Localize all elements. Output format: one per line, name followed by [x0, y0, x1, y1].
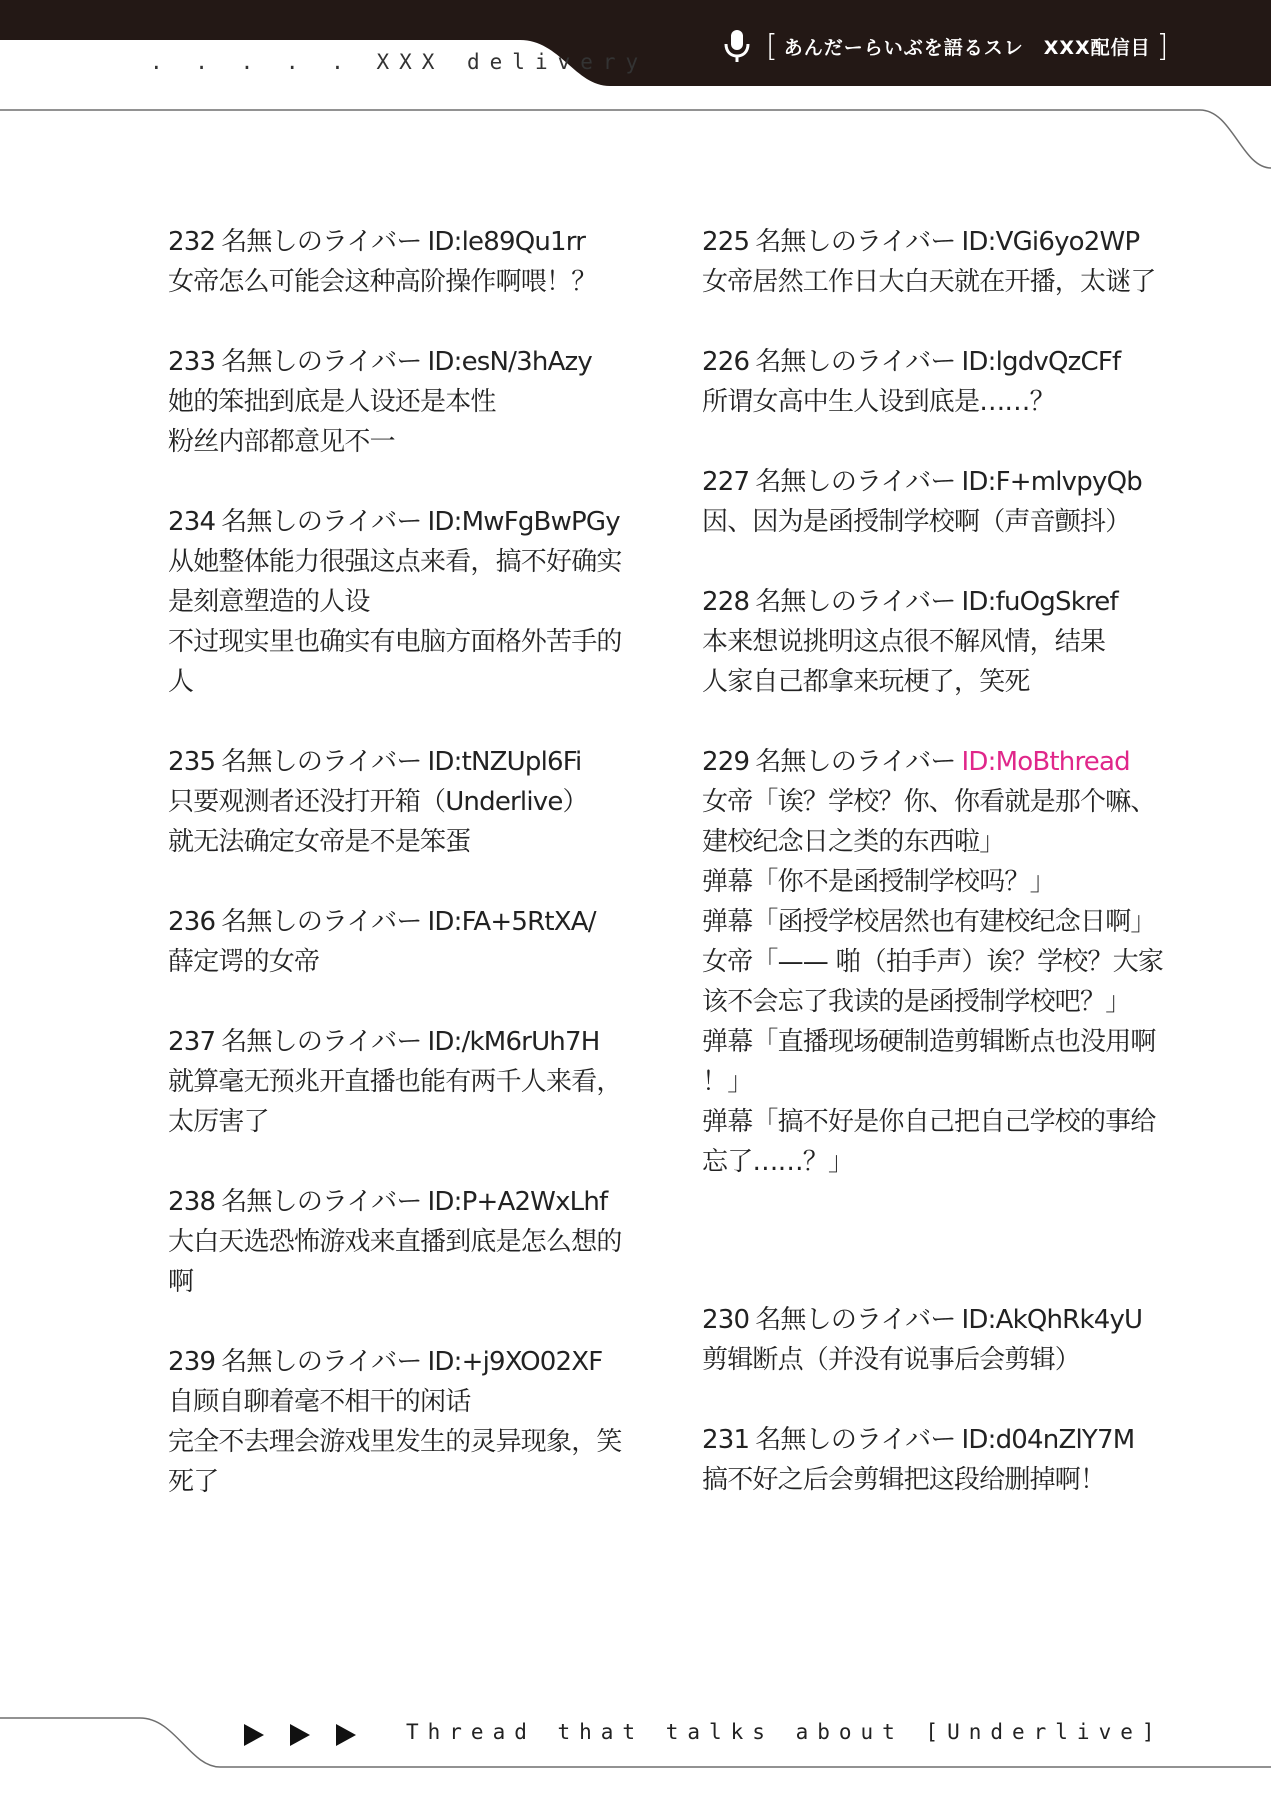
- thread-post: [702, 342, 1202, 422]
- poster-id: ID:+j9XO02XF: [427, 1347, 603, 1377]
- post-text-line: 大白天选恐怖游戏来直播到底是怎么想的: [168, 1227, 622, 1257]
- title-bracket-close: ]: [1156, 28, 1169, 64]
- poster-name: 名無しのライバー: [221, 1187, 422, 1217]
- post-number: 232: [168, 227, 216, 257]
- post-text-line: 女帝居然工作日大白天就在开播，太谜了: [702, 267, 1156, 297]
- post-header: [702, 462, 1202, 502]
- post-text-line: 不过现实里也确实有电脑方面格外苦手的: [168, 627, 622, 657]
- microphone-icon: [722, 28, 752, 64]
- poster-id: ID:le89Qu1rr: [427, 227, 586, 257]
- post-text-line: 是刻意塑造的人设: [168, 587, 370, 617]
- post-text-line: 完全不去理会游戏里发生的灵异现象，笑: [168, 1427, 622, 1457]
- post-header: [168, 222, 648, 262]
- post-text-line: 自顾自聊着毫不相干的闲话: [168, 1387, 471, 1417]
- post-text-line: 就算毫无预兆开直播也能有两千人来看，: [168, 1067, 622, 1097]
- post-text-line: 只要观测者还没打开箱（Underlive）: [168, 787, 588, 817]
- post-text-line: 弹幕「你不是函授制学校吗？」: [702, 867, 1055, 897]
- post-text-line: 弹幕「函授学校居然也有建校纪念日啊」: [702, 907, 1156, 937]
- play-arrow-icon: [290, 1724, 310, 1746]
- play-arrow-icon: [244, 1724, 264, 1746]
- poster-name: 名無しのライバー: [221, 907, 422, 937]
- thread-post: [702, 462, 1202, 542]
- post-text-line: 粉丝内部都意见不一: [168, 427, 395, 457]
- play-arrow-icon: [336, 1724, 356, 1746]
- poster-id: ID:esN/3hAzy: [427, 347, 592, 377]
- poster-name: 名無しのライバー: [755, 467, 956, 497]
- poster-id: ID:F+mlvpyQb: [961, 467, 1142, 497]
- thread-post: [702, 1300, 1202, 1380]
- post-number: 235: [168, 747, 216, 777]
- post-header: [702, 1300, 1202, 1340]
- poster-name: 名無しのライバー: [755, 347, 956, 377]
- poster-id: ID:MwFgBwPGy: [427, 507, 620, 537]
- post-text-line: 啊: [168, 1267, 194, 1297]
- thread-post: [702, 742, 1202, 1182]
- poster-name: 名無しのライバー: [755, 1425, 956, 1455]
- poster-name: 名無しのライバー: [221, 1347, 422, 1377]
- post-header: [168, 1182, 648, 1222]
- post-text-line: 弹幕「搞不好是你自己把自己学校的事给: [702, 1107, 1156, 1137]
- post-text-line: 剪辑断点（并没有说事后会剪辑）: [702, 1345, 1081, 1375]
- post-header: [702, 1420, 1202, 1460]
- post-number: 237: [168, 1027, 216, 1057]
- post-text-line: 人家自己都拿来玩梗了，笑死: [702, 667, 1030, 697]
- header-rule: [0, 110, 1271, 168]
- post-header: [702, 742, 1202, 782]
- thread-post: [168, 1342, 648, 1502]
- post-header: [168, 502, 648, 542]
- footer-tagline: Thread that talks about [Underlive]: [406, 1720, 1164, 1744]
- poster-id: ID:/kM6rUh7H: [427, 1027, 600, 1057]
- post-number: 230: [702, 1305, 750, 1335]
- post-number: 239: [168, 1347, 216, 1377]
- post-text-line: 因、因为是函授制学校啊（声音颤抖）: [702, 507, 1131, 537]
- post-header: [168, 1342, 648, 1382]
- post-text-line: 所谓女高中生人设到底是……？: [702, 387, 1055, 417]
- post-text-line: 弹幕「直播现场硬制造剪辑断点也没用啊: [702, 1027, 1156, 1057]
- post-header: [702, 222, 1202, 262]
- post-text-line: 建校纪念日之类的东西啦」: [702, 827, 1005, 857]
- poster-name: 名無しのライバー: [221, 227, 422, 257]
- post-text-line: 死了: [168, 1467, 219, 1497]
- post-header: [168, 902, 648, 942]
- post-text-line: 搞不好之后会剪辑把这段给删掉啊！: [702, 1465, 1106, 1495]
- poster-id: ID:AkQhRk4yU: [961, 1305, 1143, 1335]
- thread-post: [702, 582, 1202, 702]
- post-text-line: 女帝「—— 啪（拍手声）诶？学校？大家: [702, 947, 1164, 977]
- post-number: 225: [702, 227, 750, 257]
- post-header: [702, 582, 1202, 622]
- post-text-line: 本来想说挑明这点很不解风情，结果: [702, 627, 1106, 657]
- post-text-line: ！」: [702, 1067, 753, 1097]
- post-header: [702, 342, 1202, 382]
- poster-id: ID:d04nZlY7M: [961, 1425, 1135, 1455]
- poster-name: 名無しのライバー: [221, 507, 422, 537]
- post-header: [168, 1022, 648, 1062]
- post-number: 228: [702, 587, 750, 617]
- thread-post: [702, 1420, 1202, 1500]
- poster-id: ID:P+A2WxLhf: [427, 1187, 608, 1217]
- left-column: [168, 222, 648, 1542]
- header-delivery-label: [150, 50, 648, 74]
- thread-post: [168, 502, 648, 702]
- post-text-line: 忘了……？」: [702, 1147, 854, 1177]
- poster-name: 名無しのライバー: [755, 227, 956, 257]
- thread-post: [702, 222, 1202, 302]
- poster-id: ID:VGi6yo2WP: [961, 227, 1140, 257]
- right-column: [702, 222, 1202, 1540]
- post-text-line: 人: [168, 667, 194, 697]
- thread-title: あんだーらいぶを語るスレ XXX配信目: [783, 36, 1151, 59]
- post-text-line: 女帝怎么可能会这种高阶操作啊喂！？: [168, 267, 597, 297]
- header-delivery-text: XXX delivery: [376, 50, 649, 74]
- thread-post: [168, 1022, 648, 1142]
- poster-id: ID:fuOgSkref: [961, 587, 1118, 617]
- title-bracket-open: [: [766, 28, 778, 64]
- poster-id: ID:FA+5RtXA/: [427, 907, 596, 937]
- poster-id: ID:tNZUpl6Fi: [427, 747, 582, 777]
- post-text-line: 薛定谔的女帝: [168, 947, 320, 977]
- poster-name: 名無しのライバー: [755, 587, 956, 617]
- post-number: 229: [702, 747, 750, 777]
- poster-name: 名無しのライバー: [221, 1027, 422, 1057]
- post-number: 233: [168, 347, 216, 377]
- post-number: 226: [702, 347, 750, 377]
- poster-name: 名無しのライバー: [755, 747, 956, 777]
- thread-post: [168, 902, 648, 982]
- post-number: 238: [168, 1187, 216, 1217]
- header-dots: . . . . .: [150, 50, 354, 74]
- thread-post: [168, 1182, 648, 1302]
- thread-post: [168, 342, 648, 462]
- post-text-line: 该不会忘了我读的是函授制学校吧？」: [702, 987, 1131, 1017]
- header-thread-title: [722, 22, 1174, 70]
- post-number: 231: [702, 1425, 750, 1455]
- post-text-line: 她的笨拙到底是人设还是本性: [168, 387, 496, 417]
- post-text-line: 从她整体能力很强这点来看，搞不好确实: [168, 547, 622, 577]
- post-number: 227: [702, 467, 750, 497]
- post-text-line: 就无法确定女帝是不是笨蛋: [168, 827, 471, 857]
- post-number: 236: [168, 907, 216, 937]
- poster-name: 名無しのライバー: [755, 1305, 956, 1335]
- poster-name: 名無しのライバー: [221, 747, 422, 777]
- post-text-line: 太厉害了: [168, 1107, 269, 1137]
- poster-id: ID:lgdvQzCFf: [961, 347, 1121, 377]
- post-header: [168, 742, 648, 782]
- poster-id: ID:MoBthread: [961, 747, 1130, 777]
- post-number: 234: [168, 507, 216, 537]
- poster-name: 名無しのライバー: [221, 347, 422, 377]
- post-text-line: 女帝「诶？学校？你、你看就是那个嘛、: [702, 787, 1156, 817]
- thread-post: [168, 742, 648, 862]
- post-header: [168, 342, 648, 382]
- thread-post: [168, 222, 648, 302]
